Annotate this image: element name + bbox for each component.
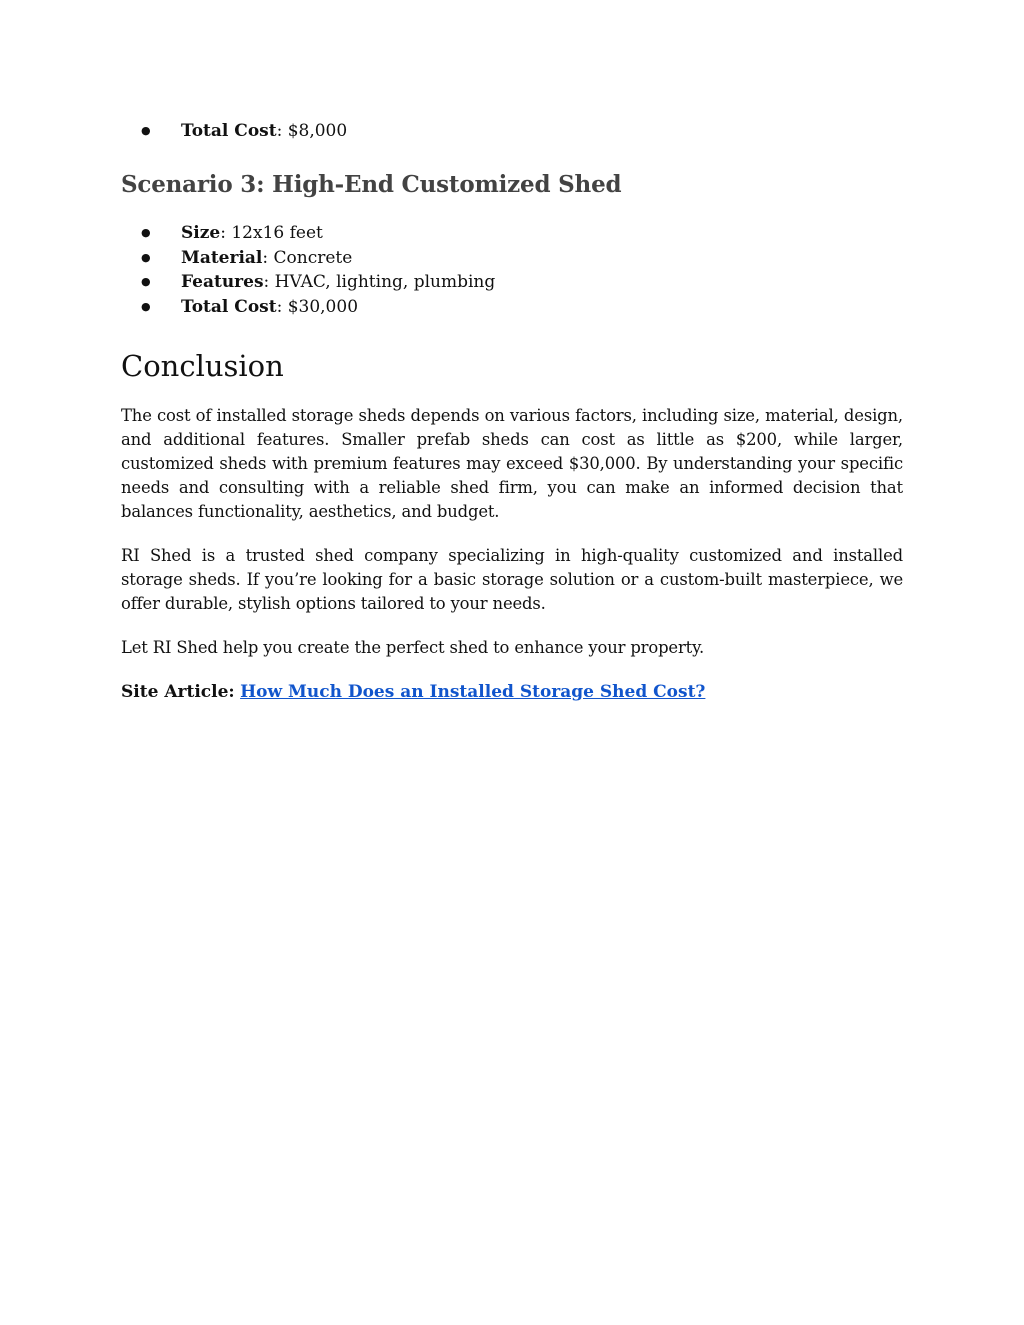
site-article-label: Site Article:: [121, 682, 235, 702]
bullet-icon: ●: [141, 275, 151, 288]
bullet-icon: ●: [141, 250, 151, 264]
list-item: [121, 295, 495, 320]
conclusion-heading: Conclusion: [121, 349, 284, 383]
item-label: Total Cost: [181, 296, 277, 317]
item-value: : $8,000: [276, 121, 348, 141]
item-label: Size: [181, 223, 221, 243]
scenario-details-list: [121, 221, 495, 319]
item-label: Total Cost: [181, 121, 277, 141]
item-label: Features: [181, 272, 264, 292]
bullet-icon: ●: [141, 299, 151, 313]
bullet-icon: ●: [141, 226, 151, 239]
scenario-heading: Scenario 3: High-End Customized Shed: [121, 171, 622, 198]
list-item: [121, 270, 495, 295]
list-item: [121, 221, 495, 246]
list-item: [121, 246, 495, 271]
bullet-icon: ●: [141, 124, 151, 137]
item-value: : $30,000: [276, 296, 359, 317]
site-article-link[interactable]: How Much Does an Installed Storage Shed Cost?: [240, 682, 706, 702]
item-value: : Concrete: [262, 247, 353, 268]
item-label: Material: [181, 247, 263, 268]
call-to-action-paragraph: Let RI Shed help you create the perfect shed to enhance your property.: [121, 638, 705, 657]
company-paragraph: RI Shed is a trusted shed company specializing in high-quality customized and installed storage sheds. If you’re looking for a basic storage solution or a custom-built masterpiece, we offer durable, stylish options tailored to your needs.: [121, 546, 903, 613]
item-value: : 12x16 feet: [220, 223, 323, 243]
conclusion-paragraph: The cost of installed storage sheds depends on various factors, including size, material, design, and additional features. Smaller prefab sheds can cost as little as $200, while larger, customized sheds with premium features may exceed $30,000. By understanding your specific needs and consulting with a reliable shed firm, you can make an informed decision that balances functionality, aesthetics, and budget.: [121, 406, 903, 521]
cost-list: [121, 119, 347, 144]
item-value: : HVAC, lighting, plumbing: [263, 272, 496, 292]
site-article-line: [121, 680, 705, 704]
list-item: [121, 119, 347, 144]
